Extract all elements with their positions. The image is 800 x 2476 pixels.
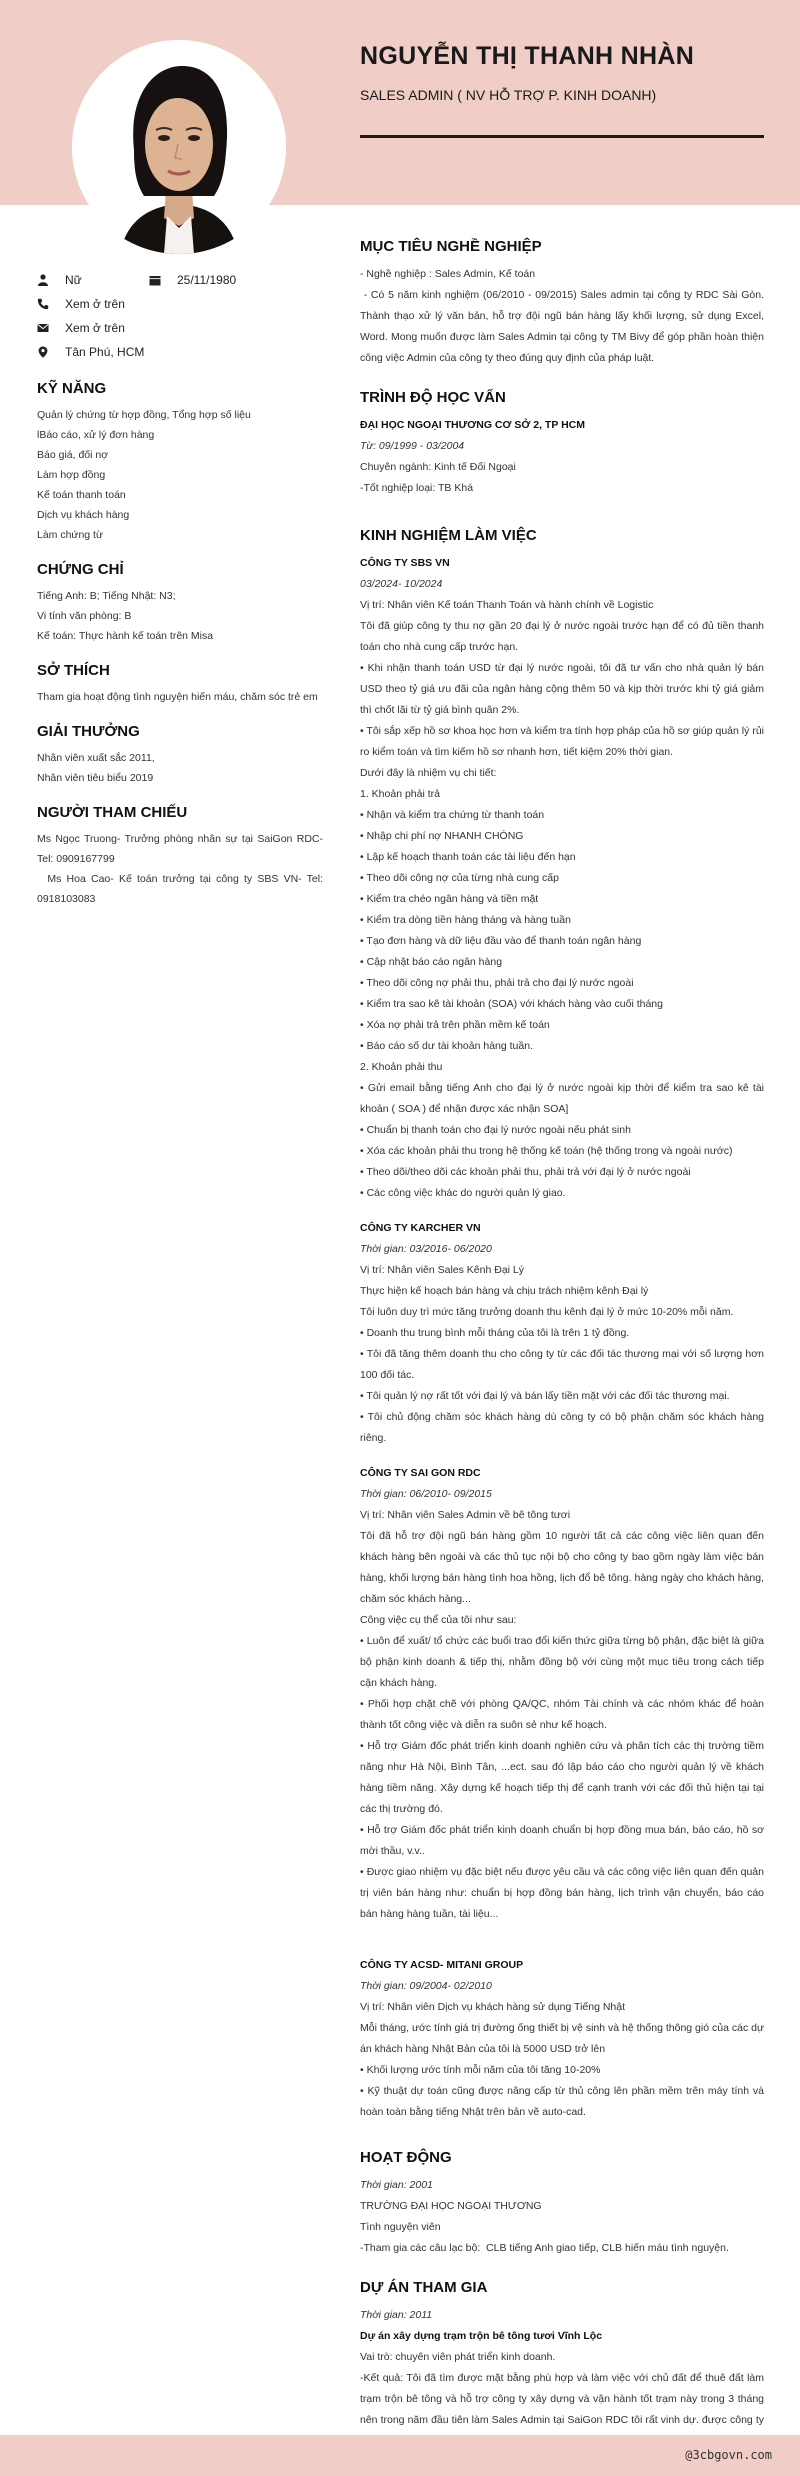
job-line: Vị trí: Nhân viên Sales Kênh Đại Lý [360, 1264, 525, 1276]
skill-item: Kế toán thanh toán [37, 489, 126, 501]
job-line: Tôi luôn duy trì mức tăng trưởng doanh thu kênh đại lý ở mức 10-20% mỗi năm. [360, 1306, 734, 1318]
job-line: Vị trí: Nhân viên Kế toán Thanh Toán và hành chính về Logistic [360, 599, 654, 611]
job-line: Tôi đã hỗ trợ đội ngũ bán hàng gồm 10 người tất cả các công việc liên quan đến khách hàng bên ngoài và các thủ tục nội bộ cho công ty bao gồm ngày làm việc bán hàng, khối lượng bán hàng tình hoa hồng, lịch đổ bê tông. hàng ngày cho khách hàng, chăm sóc khách hàng... [360, 1530, 764, 1605]
references-list [37, 829, 326, 909]
job-line: • Xóa các khoản phải thu trong hệ thống kế toán (hệ thống trong và ngoài nước) [360, 1145, 733, 1157]
education-time: Từ: 09/1999 - 03/2004 [360, 440, 465, 452]
job-company: CÔNG TY SAI GON RDC [360, 1467, 481, 1479]
hobbies-heading: SỞ THÍCH [37, 662, 110, 679]
job-line: • Hỗ trợ Giám đốc phát triển kinh doanh chuẩn bị hợp đồng mua bán, báo cáo, hồ sơ mời thầu, v.v.. [360, 1824, 764, 1857]
job-line: Tôi đã giúp công ty thu nợ gần 20 đại lý ở nước ngoài trước hạn để có đủ tiền thanh toán cho nhà cung cấp trước hạn. [360, 620, 764, 653]
projects-heading: DỰ ÁN THAM GIA [360, 2279, 488, 2296]
phone-field [37, 292, 323, 316]
education-grade: -Tốt nghiệp loại: TB Khá [360, 482, 474, 494]
certs-list [37, 586, 323, 646]
email-field [37, 316, 323, 340]
hobby-item: Tham gia hoạt động tình nguyện hiến máu, chăm sóc trẻ em [37, 691, 318, 703]
skill-item: Làm hợp đồng [37, 469, 106, 481]
birthdate-field [149, 273, 236, 287]
skills-heading: KỸ NĂNG [37, 380, 107, 397]
job-line: • Theo dõi công nợ phải thu, phải trả cho đại lý nước ngoài [360, 977, 634, 989]
job-line: • Tạo đơn hàng và dữ liệu đầu vào để thanh toán ngân hàng [360, 935, 642, 947]
job-line: • Cập nhật báo cáo ngân hàng [360, 956, 503, 968]
name-divider [360, 135, 764, 138]
awards-heading: GIẢI THƯỞNG [37, 723, 140, 740]
job-line: • Chuẩn bị thanh toán cho đại lý nước ngoài nếu phát sinh [360, 1124, 631, 1136]
project-role: Vai trò: chuyên viên phát triển kinh doanh. [360, 2351, 556, 2363]
job-line: 1. Khoản phải trả [360, 788, 440, 800]
job-line: • Báo cáo số dư tài khoản hàng tuần. [360, 1040, 533, 1052]
candidate-role: SALES ADMIN ( NV HỖ TRỢ P. KINH DOANH) [360, 87, 657, 103]
job-line: Dưới đây là nhiệm vụ chi tiết: [360, 767, 497, 779]
job-line: • Tôi sắp xếp hồ sơ khoa học hơn và kiểm tra tính hợp pháp của hồ sơ giúp quản lý rủi ro kiểm toán và tìm kiếm hồ sơ nhanh hơn, tiết kiệm 20% thời gian. [360, 725, 764, 758]
job-saigon-rdc [360, 1463, 764, 1925]
job-line: • Nhận và kiểm tra chứng từ thanh toán [360, 809, 545, 821]
skill-item: Quản lý chứng từ hợp đồng, Tổng hợp số liệu [37, 409, 251, 421]
left-column [37, 268, 326, 909]
job-time: Thời gian: 06/2010- 09/2015 [360, 1488, 492, 1500]
job-line: • Nhập chi phí nợ NHANH CHÓNG [360, 830, 524, 842]
job-company: CÔNG TY KARCHER VN [360, 1222, 481, 1234]
phone-value: Xem ở trên [65, 297, 125, 311]
activities-heading: HOẠT ĐỘNG [360, 2149, 452, 2166]
spacer [360, 1449, 764, 1463]
job-line: • Khối lượng ước tính mỗi năm của tôi tăng 10-20% [360, 2064, 601, 2076]
reference-item: Ms Ngọc Truong- Trưởng phòng nhân sự tại SaiGon RDC- Tel: 0909167799 [37, 833, 323, 865]
award-item: Nhân viên xuất sắc 2011, [37, 752, 155, 764]
cert-item: Vi tính văn phòng: B [37, 610, 132, 622]
objective-line: - Có 5 năm kinh nghiệm (06/2010 - 09/2015) Sales admin tại công ty RDC Sài Gòn. Thành thạo xử lý văn bản, hỗ trợ đội ngũ bán hàng lấy khối lượng, sử dụng Excel, Word. Mong muốn được làm Sales Admin tại công ty TM Bivy để góp phần hoàn thiện công việc Admin của công ty theo đúng quy định của pháp luật. [360, 289, 767, 364]
footer-brand: @3cbgovn.com [685, 2448, 772, 2462]
job-company: CÔNG TY SBS VN [360, 557, 450, 569]
job-company: CÔNG TY ACSD- MITANI GROUP [360, 1959, 524, 1971]
skill-item: Làm chứng từ [37, 529, 104, 541]
activity-time: Thời gian: 2001 [360, 2179, 433, 2191]
job-line: • Theo dõi/theo dõi các khoản phải thu, phải trả với đại lý ở nước ngoài [360, 1166, 691, 1178]
job-line: 2. Khoản phải thu [360, 1061, 443, 1073]
job-line: • Tôi đã tăng thêm doanh thu cho công ty từ các đối tác thương mại với số lượng hơn 100 đối tác. [360, 1348, 764, 1381]
job-line: • Doanh thu trung bình mỗi tháng của tôi là trên 1 tỷ đồng. [360, 1327, 630, 1339]
address-field [37, 340, 323, 364]
address-value: Tân Phú, HCM [65, 345, 145, 359]
job-line: • Kiểm tra chéo ngân hàng và tiền mặt [360, 893, 539, 905]
job-line: • Kiểm tra sao kê tài khoản (SOA) với khách hàng vào cuối tháng [360, 998, 663, 1010]
email-icon [37, 322, 49, 334]
job-line: • Kiểm tra dòng tiền hàng tháng và hàng tuần [360, 914, 571, 926]
activity-desc: -Tham gia các câu lạc bộ: CLB tiếng Anh giao tiếp, CLB hiến máu tình nguyện. [360, 2242, 729, 2254]
phone-icon [37, 298, 49, 310]
skill-item: Dịch vụ khách hàng [37, 509, 130, 521]
job-line: • Hỗ trợ Giám đốc phát triển kinh doanh nghiên cứu và phân tích các thị trường tiềm năng như Hà Nội, Bình Tân, ...ect. sau đó lập báo cáo cho người quản lý về khách hàng tiềm năng. Xây dựng kế hoạch tiếp thị để cạnh tranh với các đối thủ hiện tại tại các thị trường đó. [360, 1740, 764, 1815]
job-line: • Các công việc khác do người quản lý giao. [360, 1187, 566, 1199]
avatar [72, 40, 286, 254]
references-heading: NGƯỜI THAM CHIẾU [37, 804, 188, 821]
gender-value: Nữ [65, 273, 82, 287]
awards-list [37, 748, 323, 788]
email-value: Xem ở trên [65, 321, 125, 335]
job-time: 03/2024- 10/2024 [360, 578, 443, 590]
project-name: Dự án xây dựng trạm trộn bê tông tươi Vĩnh Lộc [360, 2330, 603, 2342]
info-gender-birth [37, 268, 323, 292]
certs-heading: CHỨNG CHỈ [37, 561, 124, 578]
job-line: Vị trí: Nhân viên Dịch vụ khách hàng sử dụng Tiếng Nhật [360, 2001, 626, 2013]
cert-item: Tiếng Anh: B; Tiếng Nhật: N3; [37, 590, 176, 602]
job-line: • Lập kế hoạch thanh toán các tài liệu đến hạn [360, 851, 576, 863]
job-sbs [360, 553, 764, 1204]
job-line: • Được giao nhiệm vụ đặc biệt nếu được yêu cầu và các công việc liên quan đến quản trị viên bán hàng như: chuẩn bị hợp đồng bán hàng, lịch trình vận chuyển, báo cáo bán hàng hàng tuần, tài liệu... [360, 1866, 764, 1920]
experience-heading: KINH NGHIỆM LÀM VIỆC [360, 527, 537, 544]
job-line: • Luôn để xuất/ tổ chức các buổi trao đổi kiến thức giữa từng bộ phận, đặc biệt là giữa bộ phận kinh doanh & tiếp thị, nhằm đồng bộ với cùng một mục tiêu trong cách tiếp cận khách hàng. [360, 1635, 764, 1689]
job-line: • Kỹ thuật dự toán cũng được nâng cấp từ thủ công lên phần mềm trên máy tính và hoàn toàn bằng tiếng Nhật trên bản vẽ auto-cad. [360, 2085, 764, 2118]
job-karcher [360, 1218, 764, 1449]
activity-role: Tình nguyện viên [360, 2221, 441, 2233]
reference-item: Ms Hoa Cao- Kế toán trưởng tại công ty SBS VN- Tel: 0918103083 [37, 873, 326, 905]
portrait-photo [72, 40, 286, 254]
job-line: Thực hiện kế hoạch bán hàng và chịu trách nhiệm kênh Đại lý [360, 1285, 649, 1297]
job-acsd-mitani [360, 1955, 764, 2123]
activity-org: TRƯỜNG ĐẠI HỌC NGOẠI THƯƠNG [360, 2200, 542, 2212]
job-line: • Xóa nợ phải trả trên phần mềm kế toán [360, 1019, 550, 1031]
gender-field [37, 273, 149, 287]
job-line: Mỗi tháng, ước tính giá trị đường ống thiết bị vệ sinh và hệ thống thông gió của các dự án khách hàng Nhật Bản của tôi là 5000 USD trở lên [360, 2022, 764, 2055]
education-school: ĐẠI HỌC NGOẠI THƯƠNG CƠ SỞ 2, TP HCM [360, 419, 585, 431]
award-item: Nhân viên tiêu biểu 2019 [37, 772, 154, 784]
job-line: • Theo dõi công nợ của từng nhà cung cấp [360, 872, 559, 884]
job-line: • Phối hợp chặt chẽ với phòng QA/QC, nhóm Tài chính và các nhóm khác để hoàn thành tốt công việc và diễn ra suôn sẻ như kế hoạch. [360, 1698, 764, 1731]
spacer [360, 1925, 764, 1955]
objective-heading: MỤC TIÊU NGHỀ NGHIỆP [360, 238, 542, 255]
spacer [360, 1204, 764, 1218]
person-icon [37, 274, 49, 286]
right-column [360, 238, 767, 2452]
job-line: • Tôi chủ động chăm sóc khách hàng dù công ty có bộ phận chăm sóc khách hàng riêng. [360, 1411, 764, 1444]
location-pin-icon [37, 346, 49, 358]
project-time: Thời gian: 2011 [360, 2309, 433, 2321]
footer-band [0, 2435, 800, 2476]
job-line: Công việc cụ thể của tôi như sau: [360, 1614, 517, 1626]
project-result: -Kết quả: Tôi đã tìm được mặt bằng phù hợp và làm việc với chủ đất để thuê đất làm trạm trộn bê tông và hỗ trợ công ty xây dựng và vận hành tốt trạm này trong 3 tháng nên trong năm đầu tiên làm Sales Admin tại SaiGon RDC tôi rất vinh dự. được công ty [360, 2372, 764, 2426]
skill-item: lBáo cáo, xử lý đơn hàng [37, 429, 155, 441]
cert-item: Kế toán: Thực hành kế toán trên Misa [37, 630, 214, 642]
education-major: Chuyên ngành: Kinh tế Đối Ngoại [360, 461, 516, 473]
birthdate-value: 25/11/1980 [177, 273, 237, 287]
objective-line: - Nghề nghiệp : Sales Admin, Kế toán [360, 268, 536, 280]
job-time: Thời gian: 03/2016- 06/2020 [360, 1243, 492, 1255]
job-line: • Gửi email bằng tiếng Anh cho đại lý ở nước ngoài kịp thời để kiểm tra sao kê tài khoản ( SOA ) để nhận được xác nhận SOA] [360, 1082, 764, 1115]
job-line: Vị trí: Nhân viên Sales Admin về bê tông tươi [360, 1509, 571, 1521]
calendar-icon [149, 274, 161, 286]
job-time: Thời gian: 09/2004- 02/2010 [360, 1980, 492, 1992]
candidate-name: NGUYỄN THỊ THANH NHÀN [360, 42, 695, 70]
skills-list [37, 405, 323, 545]
skill-item: Báo giá, đối nợ [37, 449, 109, 461]
job-line: • Khi nhận thanh toán USD từ đại lý nước ngoài, tôi đã tư vấn cho nhà quản lý bán USD theo tỷ giá ưu đãi của ngân hàng cộng thêm 50 và kịp thời trước khi tỷ giá giảm thì chốt lãi từ tỷ giá bình quân 2%. [360, 662, 764, 716]
job-line: • Tôi quản lý nợ rất tốt với đại lý và bán lấy tiền mặt với các đối tác thương mại. [360, 1390, 730, 1402]
education-heading: TRÌNH ĐỘ HỌC VẤN [360, 389, 506, 406]
